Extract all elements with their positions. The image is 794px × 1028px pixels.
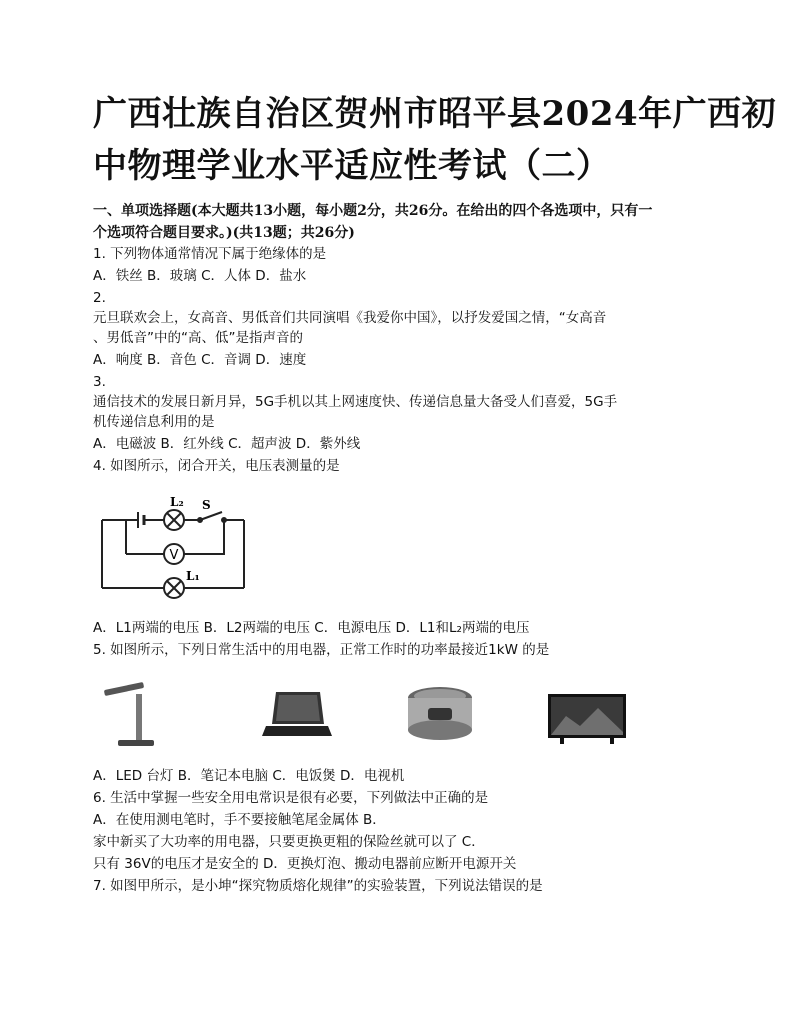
circuit-diagram <box>98 494 248 606</box>
q5-options: A．LED 台灯 B．笔记本电脑 C．电饭煲 D．电视机 <box>93 768 405 784</box>
q6-option-a-b: A．在使用测电笔时，手不要接触笔尾金属体 B． <box>93 812 386 828</box>
wire-vm-to-switch <box>218 522 224 554</box>
led-desk-lamp-icon <box>100 680 170 750</box>
q3-number: 3. <box>93 374 106 390</box>
voltmeter-label: V <box>169 548 179 563</box>
q6-stem: 6. 生活中掌握一些安全用电常识是很有必要，下列做法中正确的是 <box>93 790 489 806</box>
rice-cooker-icon <box>402 684 480 746</box>
q1-options: A．铁丝 B．玻璃 C．人体 D．盐水 <box>93 268 307 284</box>
title-line-1: 广西壮族自治区贺州市昭平县2024年广西初 <box>93 94 777 134</box>
lamp-l1-label: L₁ <box>186 569 200 583</box>
switch-blade-icon <box>200 512 222 520</box>
q2-stem-line-1: 元旦联欢会上，女高音、男低音们共同演唱《我爱你中国》，以抒发爱国之情，“女高音 <box>93 310 607 326</box>
television-icon <box>546 692 628 748</box>
q4-stem: 4. 如图所示，闭合开关，电压表测量的是 <box>93 458 340 474</box>
q2-stem-line-2: 、男低音”中的“高、低”是指声音的 <box>93 330 303 346</box>
laptop-icon <box>262 688 332 746</box>
q2-number: 2. <box>93 290 106 306</box>
q6-option-c-d: 只有 36V的电压才是安全的 D．更换灯泡、搬动电器前应断开电源开关 <box>93 856 517 872</box>
q1-stem: 1. 下列物体通常情况下属于绝缘体的是 <box>93 246 327 262</box>
switch-contact <box>222 518 226 522</box>
lamp-l2-label: L₂ <box>170 495 184 509</box>
q6-option-b-c: 家中新买了大功率的用电器，只要更换更粗的保险丝就可以了 C． <box>93 834 485 850</box>
switch-label: S <box>202 498 211 512</box>
q3-stem-line-2: 机传递信息利用的是 <box>93 414 215 430</box>
q3-options: A．电磁波 B．红外线 C．超声波 D．紫外线 <box>93 436 361 452</box>
section-heading-line-2: 个选项符合题目要求。)(共13题；共26分) <box>93 225 355 241</box>
q3-stem-line-1: 通信技术的发展日新月异，5G手机以其上网速度快、传递信息量大备受人们喜爱，5G手 <box>93 394 618 410</box>
q5-stem: 5. 如图所示，下列日常生活中的用电器，正常工作时的功率最接近1kW 的是 <box>93 642 550 658</box>
exam-title <box>93 88 777 192</box>
q2-options: A．响度 B．音色 C．音调 D．速度 <box>93 352 307 368</box>
section-heading <box>93 200 713 244</box>
q7-stem: 7. 如图甲所示，是小坤“探究物质熔化规律”的实验装置，下列说法错误的是 <box>93 878 543 894</box>
section-heading-line-1: 一、单项选择题(本大题共13小题，每小题2分，共26分。在给出的四个各选项中，只有一 <box>93 203 653 219</box>
title-line-2: 中物理学业水平适应性考试（二） <box>93 146 611 186</box>
q4-options: A．L1两端的电压 B．L2两端的电压 C．电源电压 D．L1和L₂两端的电压 <box>93 620 530 636</box>
